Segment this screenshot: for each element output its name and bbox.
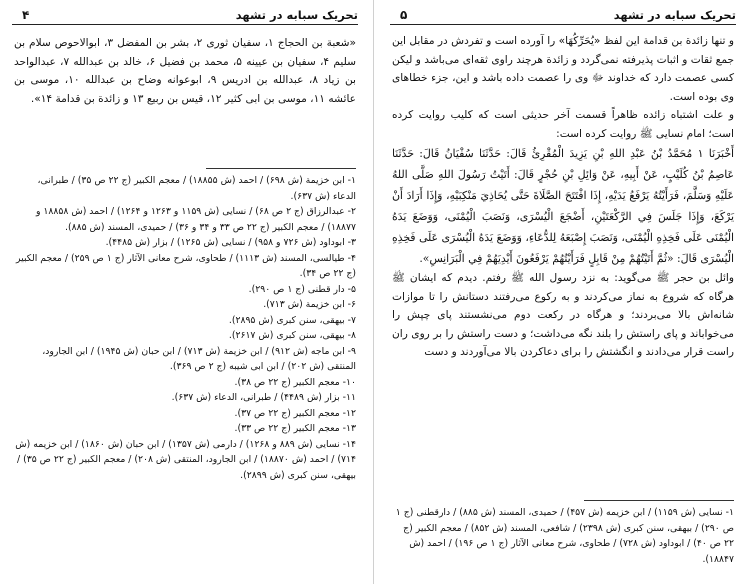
footnote-item: ۱- ابن خزیمة (ش ۶۹۸) / احمد (ش ۱۸۸۵۵) / معجم الکبیر (ج ۲۲ ص ۳۵) / طبرانی، الدعاء (ش ۶۳۷). (37, 175, 356, 202)
footnote-item: ۸- بیهقی، سنن کبری (ش ۲۶۱۷). (228, 330, 356, 341)
footnote-item: ۱۲- معجم الکبیر (ج ۲۲ ص ۳۷). (234, 407, 356, 419)
footnote-item: ۱۰- معجم الکبیر (ج ۲۲ ص ۳۸). (234, 376, 356, 388)
left-page (0, 0, 370, 584)
footnote-item: ۳- ابوداود (ش ۷۲۶ و ۹۵۸) / نسایی (ش ۱۲۶۵) / بزار (ش ۴۴۸۵). (105, 237, 356, 248)
footnote-item: ۱۴- نسایی (ش ۸۸۹ و ۱۲۶۸) / دارمی (ش ۱۳۵۷) / ابن حبان (ش ۱۸۶۰) / ابن خزیمه (ش ۷۱۴) / احمد (ش ۱۸۸۷۰) / ابن الجارود، المنتقی (ش ۲۰۸) / معجم الکبیر (ج ۲۲ ص ۳۵) / بیهقی، سنن کبری (ش ۲۸۹۹). (15, 438, 356, 481)
narrator-list: «شعبة بن الحجاج ۱، سفیان ثوری ۲، بشر بن المفضل ۳، ابوالاحوص سلام بن سلیم ۴، سفیان بن عیینه ۵، محمد بن فضیل ۶، خالد بن عبدالله ۷، عبدالواحد بن زیاد ۸، عبدالله بن ادریس ۹، ابوعوانه وضاح بن عبدالله ۱۰، موسی بن عائشه ۱۱، موسی بن ابی کثیر ۱۲، قیس بن ربیع ۱۳ و زائدة بن قدامة ۱۴». (14, 37, 356, 105)
footnote-divider (206, 168, 356, 169)
page-header (12, 8, 358, 25)
paragraph: وائل بن حجر ﷺ می‌گوید: به نزد رسول الله ﷺ رفتم. دیدم که ایشان ﷺ هرگاه که شروع به نماز می‌کردند و به رکوع می‌رفتند دستانش را تا موازات شانه‌اش بالا می‌بردند؛ و هرگاه در رکعت دوم می‌نشستند پای چپش را می‌خواباند و پای راستش را بلند نگه می‌داشت؛ و دست راستش را بر روی ران راست قرار می‌دادند و انگشتش را برای دعاکردن بالا می‌آوردند و دست (392, 272, 734, 358)
footnote-item: ۹- ابن ماجه (ش ۹۱۲) / ابن خزیمة (ش ۷۱۳) / ابن حبان (ش ۱۹۴۵) / ابن الجارود، المنتقی (ش ۲۰۲) / ابن ابی شیبه (ج ۲ ص ۳۶۹). (42, 345, 356, 372)
footnote-item: ۶- ابن خزیمة (ش ۷۱۳). (263, 299, 356, 310)
right-page (378, 0, 748, 584)
footnote-divider (584, 500, 734, 501)
running-title: تحریک سبابه در تشهد (235, 8, 358, 22)
footnote-item: ۲- عبدالرزاق (ج ۲ ص ۶۸) / نسایی (ش ۱۱۵۹ و ۱۲۶۳ و ۱۲۶۴) / احمد (ش ۱۸۸۵۸ و ۱۸۸۷۷) / معجم الکبیر (ج ۲۲ ص ۳۳ و ۳۴ و ۳۶) / حمیدی، المسند (ش ۸۸۵). (35, 206, 356, 233)
footnote-item: ۷- بیهقی، سنن کبری (ش ۲۸۹۵). (228, 314, 356, 326)
running-title: تحریک سبابه در تشهد (613, 8, 736, 22)
body-text (14, 34, 356, 108)
footnote-list (14, 173, 356, 483)
paragraph: و علت اشتباه زائده ظاهراً قسمت آخر حدیثی است که کلیب روایت کرده است؛ امام نسایی ﷺ روایت کرده است: (392, 109, 734, 140)
page-number: ۴ (22, 8, 30, 22)
footnote-item: ۱۱- بزار (ش ۴۴۸۹) / طبرانی، الدعاء (ش ۶۳۷). (171, 392, 356, 403)
page-gutter (373, 0, 374, 584)
footnote: ۱- نسایی (ش ۱۱۵۹) / ابن خزیمه (ش ۴۵۷) / حمیدی، المسند (ش ۸۸۵) / دارقطنی (ج ۱ ص ۲۹۰) / بیهقی، سنن کبری (ش ۲۳۹۸) / شافعی، المسند (ش ۸۵۲) / معجم الکبیر (ج ۲۲ ص ۴۰) / ابوداود (ش ۷۲۸) / طحاوی، شرح معانی الآثار (ج ۱ ص ۱۹۶) / احمد (ش ۱۸۸۴۷). (395, 507, 734, 565)
footnote-item: ۴- طیالسی، المسند (ش ۱۱۱۳) / طحاوی، شرح معانی الآثار (ج ۱ ص ۲۵۹) / معجم الکبیر (ج ۲۲ ص ۳۴). (16, 252, 356, 279)
arabic-hadith: أَخْبَرَنَا ۱ مُحَمَّدُ بْنُ عَبْدِ اللهِ بْنِ يَزِيدَ الْمُقْرِئُ قَالَ: حَدَّثَنَا سُفْيَانُ قَالَ: حَدَّثَنَا عَاصِمُ بْنُ كُلَيْبٍ، عَنْ أَبِيهِ، عَنْ وَائِلِ بْنِ حُجْرٍ قَالَ: أَتَيْتُ رَسُولَ اللهِ صَلَّى اللهُ عَلَيْهِ وَسَلَّمَ، فَرَأَيْتُهُ يَرْفَعُ يَدَيْهِ، إِذَا افْتَتَحَ الصَّلَاةَ حَتَّى يُحَاذِيَ مَنْكِبَيْهِ، وَإِذَا أَرَادَ أَنْ يَرْكَعَ، وَإِذَا جَلَسَ فِي الرَّكْعَتَيْنِ، أَضْجَعَ الْيُسْرَى، وَنَصَبَ الْيُمْنَى، وَوَضَعَ يَدَهُ الْيُمْنَى عَلَى فَخِذِهِ الْيُمْنَى، وَنَصَبَ إِصْبَعَهُ لِلدُّعَاءِ، وَوَضَعَ يَدَهُ الْيُسْرَى عَلَى فَخِذِهِ الْيُسْرَى قَالَ: «ثُمَّ أَتَيْتُهُمْ مِنْ قَابِلٍ فَرَأَيْتُهُمْ يَرْفَعُونَ أَيْدِيَهُمْ فِي الْبَرَانِسِ». (392, 147, 734, 265)
footnote-item: ۵- دار قطنی (ج ۱ ص ۲۹۰). (248, 283, 356, 295)
page-header (390, 8, 736, 25)
paragraph: و تنها زائدة بن قدامة این لفظ «يُحَرِّكُهَا» را آورده است و تفردش در مقابل این جمع ثقات و اثبات پذیرفته نمی‌گردد و زائدة هرچند راوی ثقه‌ای می‌باشد و لیکن کسی عصمت دارد که خداوند ﷻ وی را عصمت داده باشد و این، جزء خطاهای وی بوده است. (392, 35, 734, 103)
body-text (392, 32, 734, 362)
footnote-item: ۱۳- معجم الکبیر (ج ۲۲ ص ۳۳). (234, 423, 356, 434)
page-number: ۵ (400, 8, 408, 22)
